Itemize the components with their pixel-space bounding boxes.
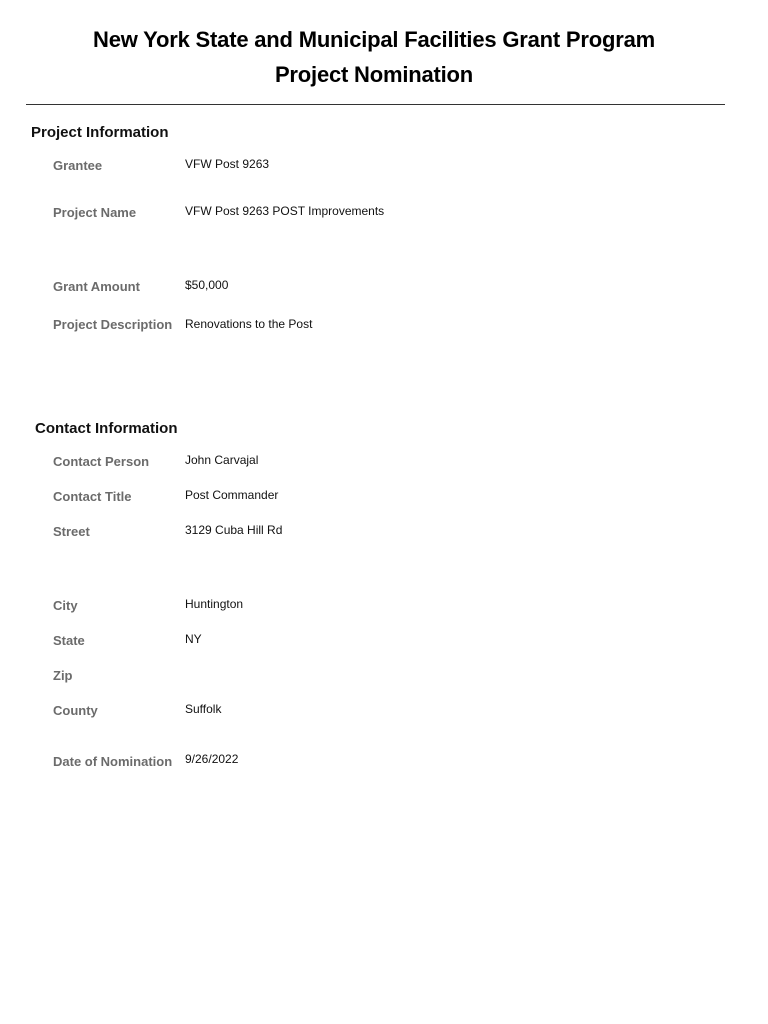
date-of-nomination-value: 9/26/2022 [185, 752, 239, 766]
city-label: City [53, 598, 78, 613]
street-label: Street [53, 524, 90, 539]
county-value: Suffolk [185, 702, 222, 716]
project-name-value: VFW Post 9263 POST Improvements [185, 204, 385, 218]
contact-information-heading: Contact Information [35, 420, 178, 437]
contact-title-value: Post Commander [185, 488, 279, 502]
project-name-label: Project Name [53, 205, 137, 220]
project-information-heading: Project Information [31, 124, 169, 141]
state-value: NY [185, 632, 202, 646]
date-of-nomination-label: Date of Nomination [53, 754, 173, 769]
project-description-label: Project Description [53, 317, 173, 332]
page-title: New York State and Municipal Facilities Grant Program [93, 27, 655, 52]
contact-title-label: Contact Title [53, 489, 132, 504]
state-label: State [53, 633, 85, 648]
grant-amount-label: Grant Amount [53, 279, 140, 294]
contact-person-value: John Carvajal [185, 453, 259, 467]
contact-person-label: Contact Person [53, 454, 150, 469]
city-value: Huntington [185, 597, 244, 611]
header-divider [26, 104, 725, 105]
page-subtitle: Project Nomination [274, 62, 474, 87]
grantee-value: VFW Post 9263 [185, 157, 270, 171]
grant-amount-value: $50,000 [185, 278, 229, 292]
zip-label: Zip [53, 668, 73, 683]
project-description-value: Renovations to the Post [185, 317, 313, 331]
street-value: 3129 Cuba Hill Rd [185, 523, 283, 537]
county-label: County [53, 703, 98, 718]
grantee-label: Grantee [53, 158, 103, 173]
